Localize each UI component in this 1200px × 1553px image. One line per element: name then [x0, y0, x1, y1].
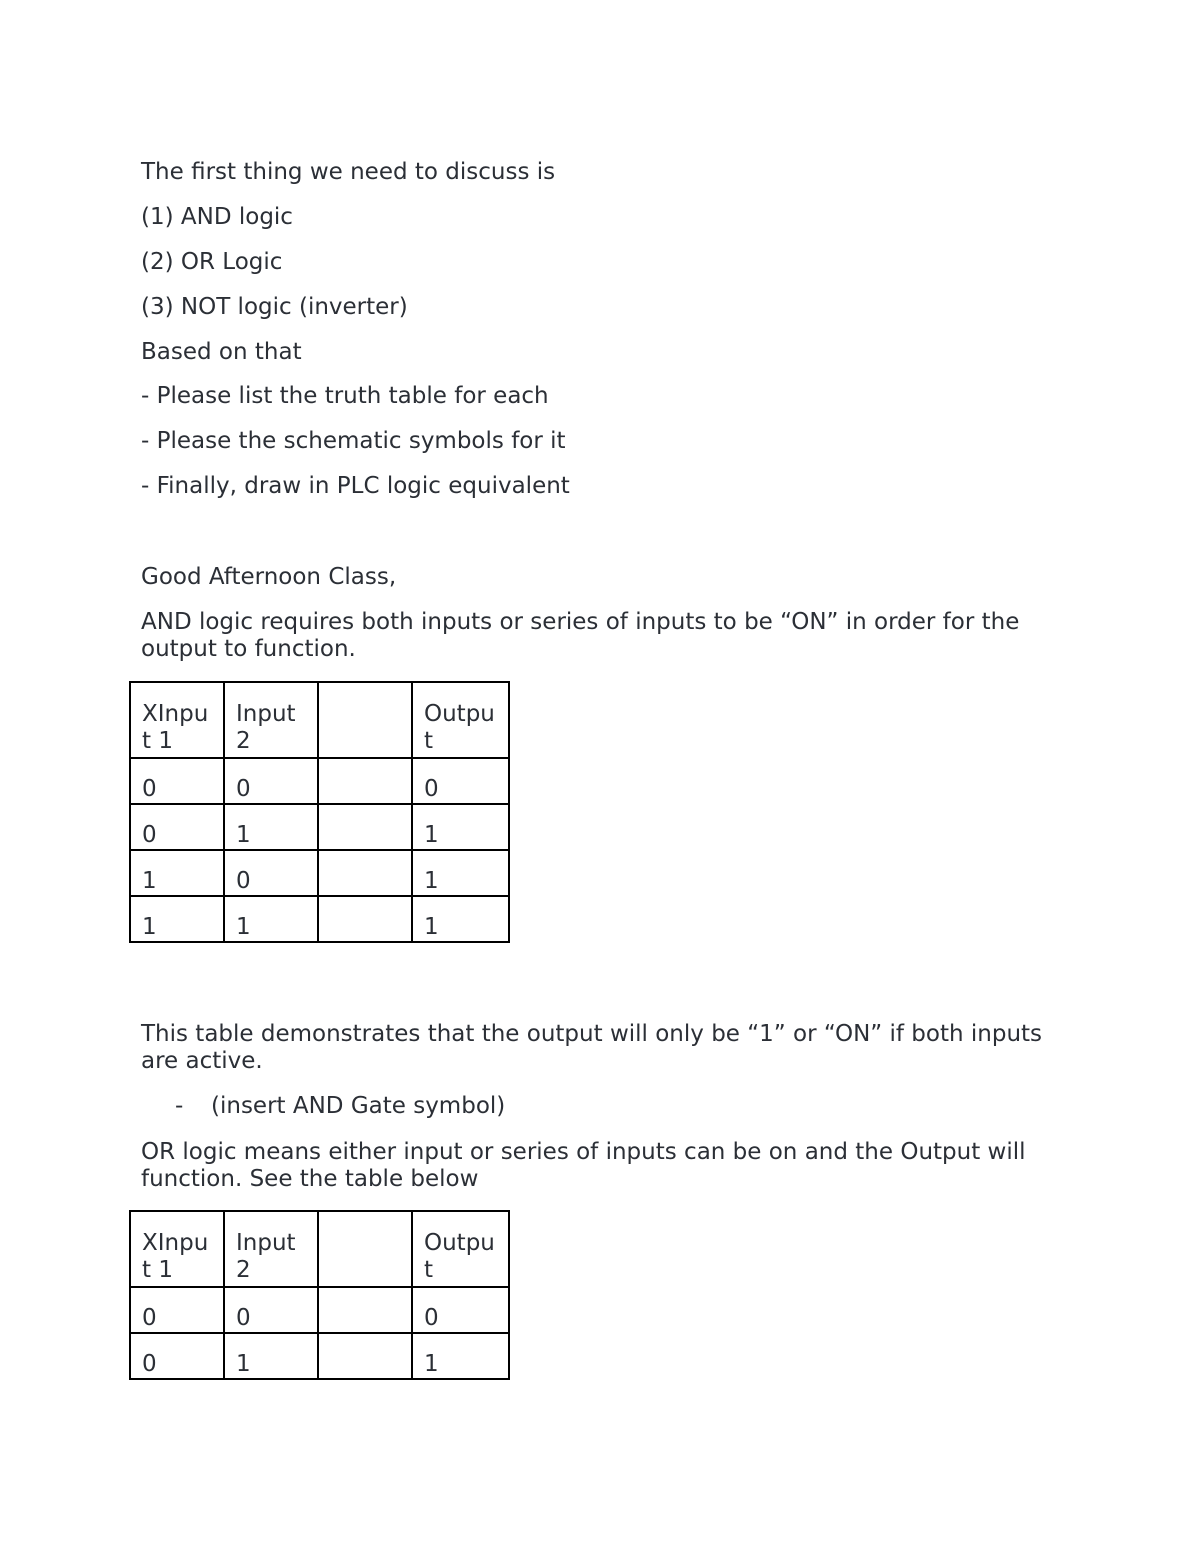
task-plc: - Finally, draw in PLC logic equivalent — [141, 473, 570, 499]
table-row — [130, 804, 509, 850]
cell: 1 — [224, 804, 318, 850]
cell: 0 — [224, 850, 318, 896]
list-item-or: (2) OR Logic — [141, 249, 283, 275]
header-input-2: Input 2 — [224, 682, 318, 758]
header-input-1: XInpu t 1 — [130, 1211, 224, 1287]
and-description: AND logic requires both inputs or series of inputs to be “ON” in order for the output to function. — [141, 609, 1020, 662]
cell: 0 — [412, 1287, 509, 1333]
header-empty — [318, 682, 412, 758]
cell — [318, 1333, 412, 1379]
task-schematic: - Please the schematic symbols for it — [141, 428, 566, 454]
cell: 0 — [130, 758, 224, 804]
cell: 1 — [412, 896, 509, 942]
table-header-row — [130, 682, 509, 758]
cell: 0 — [224, 758, 318, 804]
bullet-dash: - — [175, 1093, 184, 1119]
list-item-not: (3) NOT logic (inverter) — [141, 294, 408, 320]
list-item-and: (1) AND logic — [141, 204, 293, 230]
cell: 0 — [130, 1287, 224, 1333]
cell — [318, 1287, 412, 1333]
table-row — [130, 1333, 509, 1379]
header-input-2: Input 2 — [224, 1211, 318, 1287]
cell: 0 — [130, 804, 224, 850]
bullet-text: (insert AND Gate symbol) — [211, 1093, 506, 1119]
greeting: Good Afternoon Class, — [141, 564, 397, 590]
cell — [318, 758, 412, 804]
cell: 1 — [412, 850, 509, 896]
cell — [318, 896, 412, 942]
or-truth-table — [129, 1210, 510, 1380]
or-description: OR logic means either input or series of inputs can be on and the Output will function. See the table below — [141, 1139, 1026, 1192]
and-truth-table — [129, 681, 510, 943]
table-row — [130, 1287, 509, 1333]
bullet-item — [175, 1093, 505, 1120]
cell: 1 — [224, 1333, 318, 1379]
table-row — [130, 758, 509, 804]
header-output: Outpu t — [412, 1211, 509, 1287]
table-note: This table demonstrates that the output will only be “1” or “ON” if both inputs are active. — [141, 1021, 1043, 1074]
cell — [318, 850, 412, 896]
table-row — [130, 896, 509, 942]
intro-line: The first thing we need to discuss is — [141, 159, 556, 185]
cell: 0 — [412, 758, 509, 804]
cell: 0 — [130, 1333, 224, 1379]
cell: 1 — [130, 850, 224, 896]
cell: 1 — [412, 1333, 509, 1379]
cell: 1 — [130, 896, 224, 942]
cell — [318, 804, 412, 850]
table-header-row — [130, 1211, 509, 1287]
cell: 0 — [224, 1287, 318, 1333]
based-line: Based on that — [141, 339, 302, 365]
header-output: Outpu t — [412, 682, 509, 758]
table-row — [130, 850, 509, 896]
header-input-1: XInpu t 1 — [130, 682, 224, 758]
cell: 1 — [412, 804, 509, 850]
task-truth-table: - Please list the truth table for each — [141, 383, 549, 409]
cell: 1 — [224, 896, 318, 942]
header-empty — [318, 1211, 412, 1287]
